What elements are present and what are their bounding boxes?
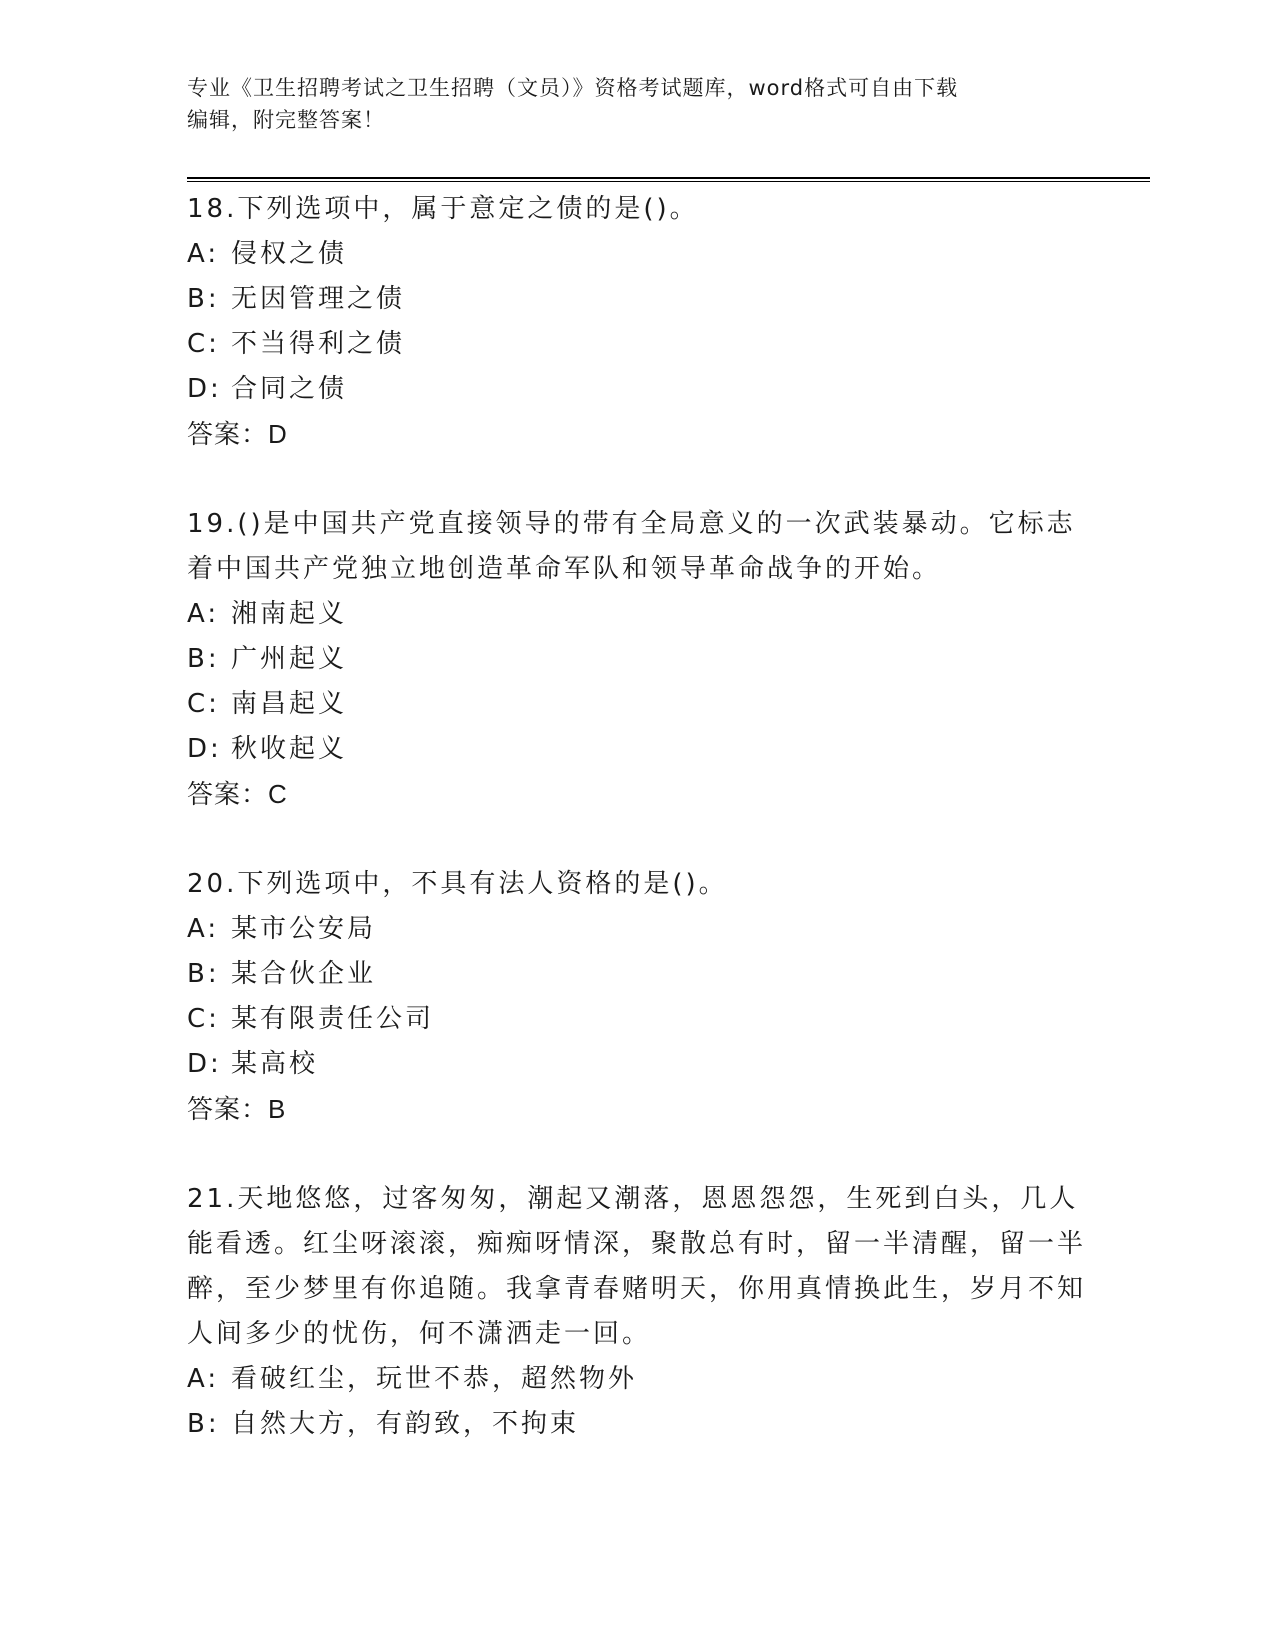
option-letter: D: [187, 734, 222, 764]
option-text: 某有限责任公司 [231, 1004, 435, 1034]
option-a [187, 907, 1087, 952]
option-c [187, 682, 1087, 727]
option-a [187, 1357, 1087, 1402]
answer-label: 答案：D [187, 419, 288, 449]
header-divider [187, 177, 1150, 182]
option-text: 自然大方，有韵致，不拘束 [231, 1409, 580, 1439]
option-letter: A: [187, 914, 220, 944]
option-d [187, 1042, 1087, 1087]
header-line-2: 编辑，附完整答案！ [187, 108, 385, 132]
answer-label: 答案：C [187, 779, 288, 809]
question-19 [187, 502, 1087, 817]
question-21 [187, 1177, 1087, 1447]
header-line-1: 专业《卫生招聘考试之卫生招聘（文员）》资格考试题库，word格式可自由下载 [187, 76, 959, 100]
option-text: 广州起义 [231, 644, 348, 674]
option-letter: B: [187, 1409, 220, 1439]
option-b [187, 637, 1087, 682]
option-text: 侵权之债 [231, 239, 348, 269]
option-letter: B: [187, 959, 220, 989]
option-letter: C: [187, 329, 220, 359]
option-text: 合同之债 [231, 374, 348, 404]
option-letter: C: [187, 689, 220, 719]
option-letter: D: [187, 374, 222, 404]
option-a [187, 232, 1087, 277]
option-letter: B: [187, 284, 220, 314]
option-c [187, 322, 1087, 367]
option-letter: A: [187, 599, 220, 629]
option-b [187, 277, 1087, 322]
option-letter: C: [187, 1004, 220, 1034]
option-letter: D: [187, 1049, 222, 1079]
option-text: 某市公安局 [231, 914, 377, 944]
question-list [187, 187, 1087, 1492]
question-20 [187, 862, 1087, 1132]
option-text: 看破红尘，玩世不恭，超然物外 [231, 1364, 638, 1394]
question-text: 19.()是中国共产党直接领导的带有全局意义的一次武装暴动。它标志着中国共产党独立地创造革命军队和领导革命战争的开始。 [187, 509, 1076, 584]
option-text: 某合伙企业 [231, 959, 377, 989]
option-c [187, 997, 1087, 1042]
option-letter: A: [187, 239, 220, 269]
question-text: 20.下列选项中，不具有法人资格的是()。 [187, 869, 728, 899]
question-18 [187, 187, 1087, 457]
option-b [187, 952, 1087, 997]
option-text: 湘南起义 [231, 599, 348, 629]
option-letter: B: [187, 644, 220, 674]
option-text: 南昌起义 [231, 689, 348, 719]
option-text: 秋收起义 [231, 734, 348, 764]
question-text: 21.天地悠悠，过客匆匆，潮起又潮落，恩恩怨怨，生死到白头，几人能看透。红尘呀滚滚，痴痴呀情深，聚散总有时，留一半清醒，留一半醉，至少梦里有你追随。我拿青春赌明天，你用真情换此生，岁月不知人间多少的忧伤，何不潇洒走一回。 [187, 1184, 1087, 1349]
option-d [187, 367, 1087, 412]
question-text: 18.下列选项中，属于意定之债的是()。 [187, 194, 699, 224]
option-a [187, 592, 1087, 637]
option-text: 不当得利之债 [231, 329, 406, 359]
option-letter: A: [187, 1364, 220, 1394]
option-text: 某高校 [231, 1049, 319, 1079]
option-d [187, 727, 1087, 772]
option-text: 无因管理之债 [231, 284, 406, 314]
option-b [187, 1402, 1087, 1447]
document-header [187, 72, 1087, 136]
answer-label: 答案：B [187, 1094, 287, 1124]
